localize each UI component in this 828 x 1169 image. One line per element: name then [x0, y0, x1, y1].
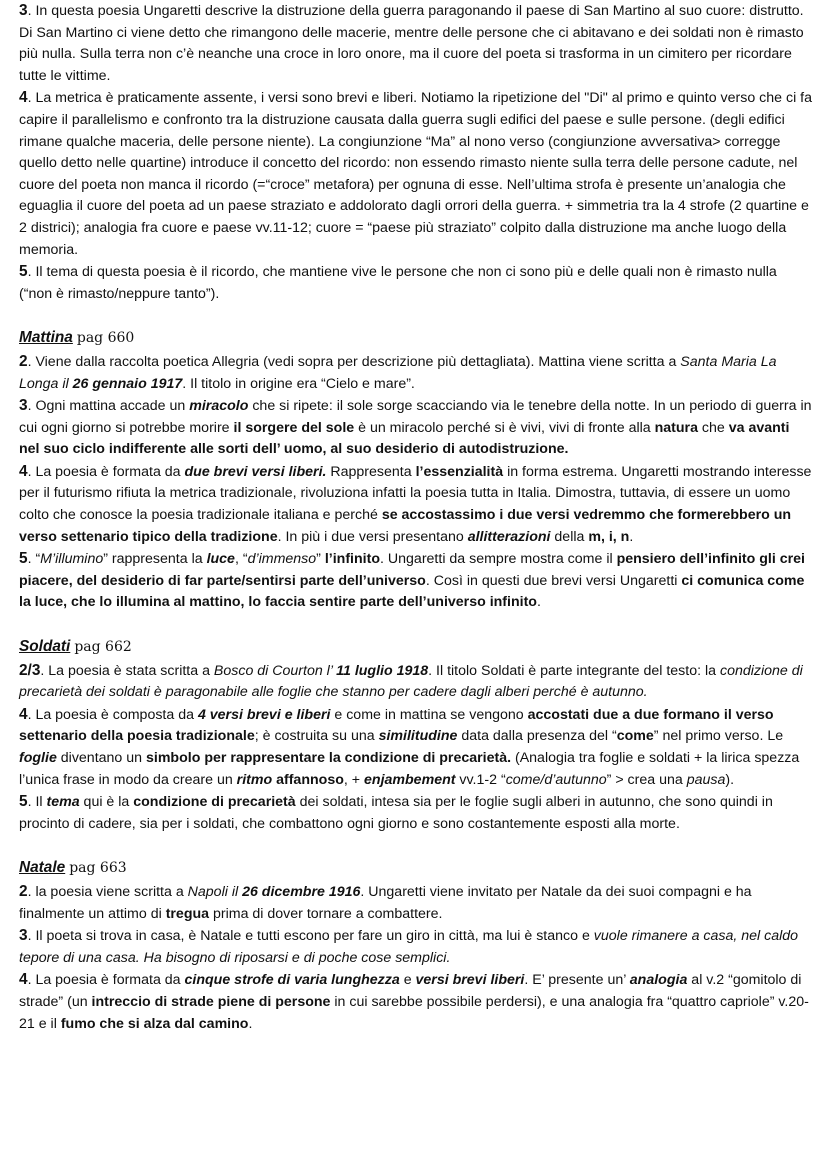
- body-text: . Ungaretti viene invitato per Natale da dei suoi compagni e ha finalmente un attimo di: [19, 883, 752, 922]
- body-text: ” nel primo verso. Le: [653, 728, 784, 745]
- poem-sections: [19, 327, 812, 1035]
- paragraph-number: 2: [19, 352, 28, 370]
- paragraph-number: 4: [19, 971, 28, 989]
- emphasis-text: natura: [654, 419, 698, 436]
- body-text: .: [536, 594, 541, 611]
- body-text: . Viene dalla raccolta poetica Allegria (vedi sopra per descrizione più dettagliata). Mattina viene scritta a: [27, 353, 681, 370]
- paragraph-number: 4: [19, 89, 28, 107]
- section-page-ref: pag 660: [76, 330, 135, 347]
- body-text: al v.2 “gomitolo di strade” (un: [19, 972, 802, 1010]
- emphasis-text: condizione di precarietà dei soldati è paragonabile alle foglie che stanno per cadere dagli alberi perché è autunno.: [19, 662, 803, 701]
- emphasis-text: se accostassimo i due versi vedremmo che formerebbero un verso settenario tipico della tradizione: [19, 507, 792, 545]
- emphasis-text: Bosco di Courton l’: [213, 662, 337, 679]
- body-text: . la poesia viene scritta a: [27, 883, 188, 900]
- paragraph: [19, 925, 812, 969]
- emphasis-text: pausa: [686, 771, 726, 788]
- body-text: . Il titolo Soldati è parte integrante del testo: la: [428, 662, 720, 679]
- paragraph-number: 5: [19, 550, 28, 568]
- body-text: e come in mattina se vengono: [330, 706, 528, 723]
- emphasis-text: il sorgere del sole: [233, 419, 355, 436]
- body-text: . Ogni mattina accade un: [27, 398, 190, 415]
- paragraph: [19, 395, 812, 461]
- body-text: ).: [725, 771, 735, 788]
- emphasis-text: accostati due a due formano il verso settenario della poesia tradizionale: [19, 706, 774, 745]
- body-text: . Il titolo in origine era “Cielo e mare”.: [182, 375, 415, 392]
- paragraph: [19, 969, 812, 1035]
- section-title: Natale: [19, 859, 66, 877]
- emphasis-text: cinque strofe di varia lunghezza: [184, 972, 400, 989]
- section-heading: [19, 636, 812, 659]
- body-text: data dalla presenza del “: [457, 728, 617, 745]
- paragraph-number: 2/3: [19, 661, 41, 679]
- body-text: Rappresenta: [326, 463, 416, 480]
- emphasis-text: va avanti nel suo ciclo indifferente alle sorti dell’ uomo, al suo desiderio di autodistruzione.: [19, 419, 790, 458]
- paragraph-number: 4: [19, 705, 28, 723]
- emphasis-text: similitudine: [378, 728, 458, 745]
- body-text: . Il tema di questa poesia è il ricordo, che mantiene vive le persone che non ci sono più e delle quali non è rimasto nulla (“non è rimasto/neppure tanto”).: [19, 264, 777, 302]
- emphasis-text: M’illumino: [40, 551, 104, 568]
- emphasis-text: 11 luglio 1918: [336, 662, 429, 679]
- paragraph: [19, 881, 812, 925]
- emphasis-text: Santa Maria La Longa il: [19, 353, 777, 392]
- emphasis-text: tregua: [165, 905, 210, 922]
- emphasis-text: d’immenso: [247, 551, 317, 568]
- body-text: . La poesia è formata da: [27, 463, 185, 480]
- emphasis-text: 26 dicembre 1916: [242, 883, 361, 900]
- paragraph: [19, 660, 812, 704]
- body-text: che si ripete: il sole sorge scacciando via le tenebre della notte. In un periodo di guerra in cui ogni giorno si potrebbe morire: [19, 398, 812, 436]
- paragraph-number: 5: [19, 793, 28, 811]
- section-title: Mattina: [19, 329, 73, 347]
- emphasis-text: l’infinito: [324, 551, 381, 568]
- emphasis-text: due brevi versi liberi.: [184, 463, 327, 480]
- body-text: . La metrica è praticamente assente, i versi sono brevi e liberi. Notiamo la ripetizione del "Di" al primo e quinto verso che ci fa capire il parallelismo e confronto tra la distruzione causata dalla guerra sugli edifici del paese e sulle persone. (degli edifici rimane qualche maceria, delle persone niente). La congiunzione “Ma” al nono verso (congiunzione avversativa> corregge quello detto nelle quartine) introduce il concetto del ricordo: non essendo rimasto niente sulla terra delle persone cadute, nel cuore del poeta non manca il ricordo (=“croce” metafora) per ognuna di esse. Nell’ultima strofa è presente un’analogia che eguaglia il cuore del poeta ad un paese straziato e addolorato dagli orrori della guerra. + simmetria tra la 4 strofe (2 quartine e 2 districi); analogia fra cuore e paese vv.11-12; cuore = “paese più straziato” colpito dalla distruzione ma anche luogo della memoria.: [19, 90, 813, 258]
- body-text: . La poesia è composta da: [27, 706, 198, 723]
- body-text: e: [399, 972, 416, 989]
- body-text: . Così in questi due brevi versi Ungaretti: [425, 572, 682, 589]
- body-text: ” > crea una: [606, 771, 687, 788]
- emphasis-text: vuole rimanere a casa, nel caldo tepore di una casa. Ha bisogno di riposarsi e di poche cose semplici.: [19, 928, 799, 966]
- emphasis-text: come/d’autunno: [505, 771, 607, 788]
- emphasis-text: versi brevi liberi: [415, 972, 525, 989]
- body-text: . La poesia è stata scritta a: [40, 662, 214, 679]
- emphasis-text: condizione di precarietà: [133, 794, 296, 811]
- section-page-ref: pag 663: [69, 860, 127, 877]
- emphasis-text: ci comunica come la luce, che lo illumina al mattino, lo faccia sentire parte dell’universo infinito: [19, 572, 805, 611]
- paragraph: [19, 87, 812, 261]
- body-text: . Il poeta si trova in casa, è Natale e tutti escono per fare un giro in città, ma lui è stanco e: [27, 928, 594, 945]
- section-title: Soldati: [19, 638, 71, 656]
- body-text: qui è la: [79, 794, 134, 811]
- body-text: . Ungaretti da sempre mostra come il: [380, 551, 617, 568]
- emphasis-text: affannoso: [276, 771, 344, 788]
- emphasis-text: tema: [46, 794, 80, 811]
- emphasis-text: ritmo: [236, 771, 273, 788]
- section-soldati: [19, 636, 812, 835]
- emphasis-text: luce: [206, 551, 235, 568]
- body-text: ”: [316, 551, 325, 568]
- body-text: . “: [27, 551, 41, 568]
- paragraph-number: 3: [19, 927, 28, 945]
- body-text: che: [697, 419, 729, 436]
- paragraph: [19, 261, 812, 305]
- paragraph-number: 2: [19, 882, 28, 900]
- paragraph-number: 4: [19, 462, 28, 480]
- emphasis-text: 4 versi brevi e liberi: [197, 706, 331, 723]
- paragraph-number: 3: [19, 397, 28, 415]
- emphasis-text: foglie: [19, 750, 57, 766]
- body-text: ” rappresenta la: [103, 551, 207, 568]
- body-text: , +: [343, 771, 365, 788]
- emphasis-text: analogia: [629, 972, 688, 989]
- body-text: ; è costruita su una: [254, 728, 379, 745]
- emphasis-text: l’essenzialità: [415, 463, 504, 480]
- emphasis-text: Napoli il: [187, 883, 243, 900]
- intro-paragraphs: [19, 0, 812, 305]
- paragraph: [19, 548, 812, 614]
- paragraph: [19, 0, 812, 87]
- emphasis-text: enjambement: [364, 771, 456, 788]
- body-text: . La poesia è formata da: [27, 972, 185, 989]
- body-text: .: [248, 1015, 253, 1032]
- section-mattina: [19, 327, 812, 614]
- emphasis-text: fumo che si alza dal camino: [60, 1015, 249, 1032]
- section-page-ref: pag 662: [74, 639, 132, 656]
- paragraph: [19, 351, 812, 395]
- body-text: prima di dover tornare a combattere.: [209, 905, 443, 922]
- paragraph-number: 5: [19, 263, 28, 281]
- section-heading: [19, 857, 812, 880]
- paragraph: [19, 704, 812, 791]
- body-text: in cui sarebbe possibile perdersi), e una analogia fra “quattro capriole” v.20-21 e il: [19, 993, 809, 1032]
- body-text: . E’ presente un’: [524, 972, 630, 989]
- body-text: . In più i due versi presentano: [277, 528, 468, 545]
- body-text: (Analogia tra foglie e soldati + la lirica spezza l’unica frase in modo da creare un: [19, 750, 800, 788]
- paragraph-number: 3: [19, 2, 28, 19]
- paragraph: [19, 461, 812, 548]
- emphasis-text: come: [616, 728, 654, 745]
- body-text: diventano un: [56, 750, 146, 766]
- body-text: . In questa poesia Ungaretti descrive la distruzione della guerra paragonando il paese di San Martino al suo cuore: distrutto. Di San Martino ci viene detto che rimangono delle macerie, mentre delle persone che ci abitavano e dei soldati non è rimasto più nulla. Sulla terra non c’è neanche una croce in loro onore, ma il cuore del poeta si trasforma in un cimitero per ricordare tutte le vittime.: [19, 3, 804, 84]
- body-text: dei soldati, intesa sia per le foglie sugli alberi in autunno, che sono quindi in procinto di cadere, sia per i soldati, che combattono ogni giorno e sono costantemente esposti alla morte.: [19, 794, 773, 832]
- section-natale: [19, 857, 812, 1035]
- emphasis-text: pensiero dell’infinito gli crei piacere, del desiderio di far parte/sentirsi parte dell’universo: [19, 551, 805, 589]
- body-text: . Il: [27, 794, 47, 811]
- body-text: , “: [234, 551, 248, 568]
- section-heading: [19, 327, 812, 350]
- body-text: della: [550, 528, 589, 545]
- emphasis-text: miracolo: [189, 398, 249, 415]
- emphasis-text: 26 gennaio 1917: [72, 375, 183, 392]
- emphasis-text: simbolo per rappresentare la condizione di precarietà.: [145, 750, 512, 766]
- emphasis-text: intreccio di strade piene di persone: [91, 993, 331, 1010]
- body-text: vv.1-2 “: [455, 771, 506, 788]
- body-text: .: [629, 528, 634, 545]
- body-text: in forma estrema. Ungaretti mostrando interesse per il futurismo rifiuta la metrica tradizionale, rivoluziona infatti la poesia tutta in Italia. Dimostra, tuttavia, di essere un uomo colto che conosce la poesia tradizionale italiana e perché: [19, 463, 812, 524]
- body-text: è un miracolo perché si è vivi, vivi di fronte alla: [354, 419, 655, 436]
- paragraph: [19, 791, 812, 835]
- emphasis-text: allitterazioni: [467, 528, 551, 545]
- emphasis-text: m, i, n: [588, 528, 630, 545]
